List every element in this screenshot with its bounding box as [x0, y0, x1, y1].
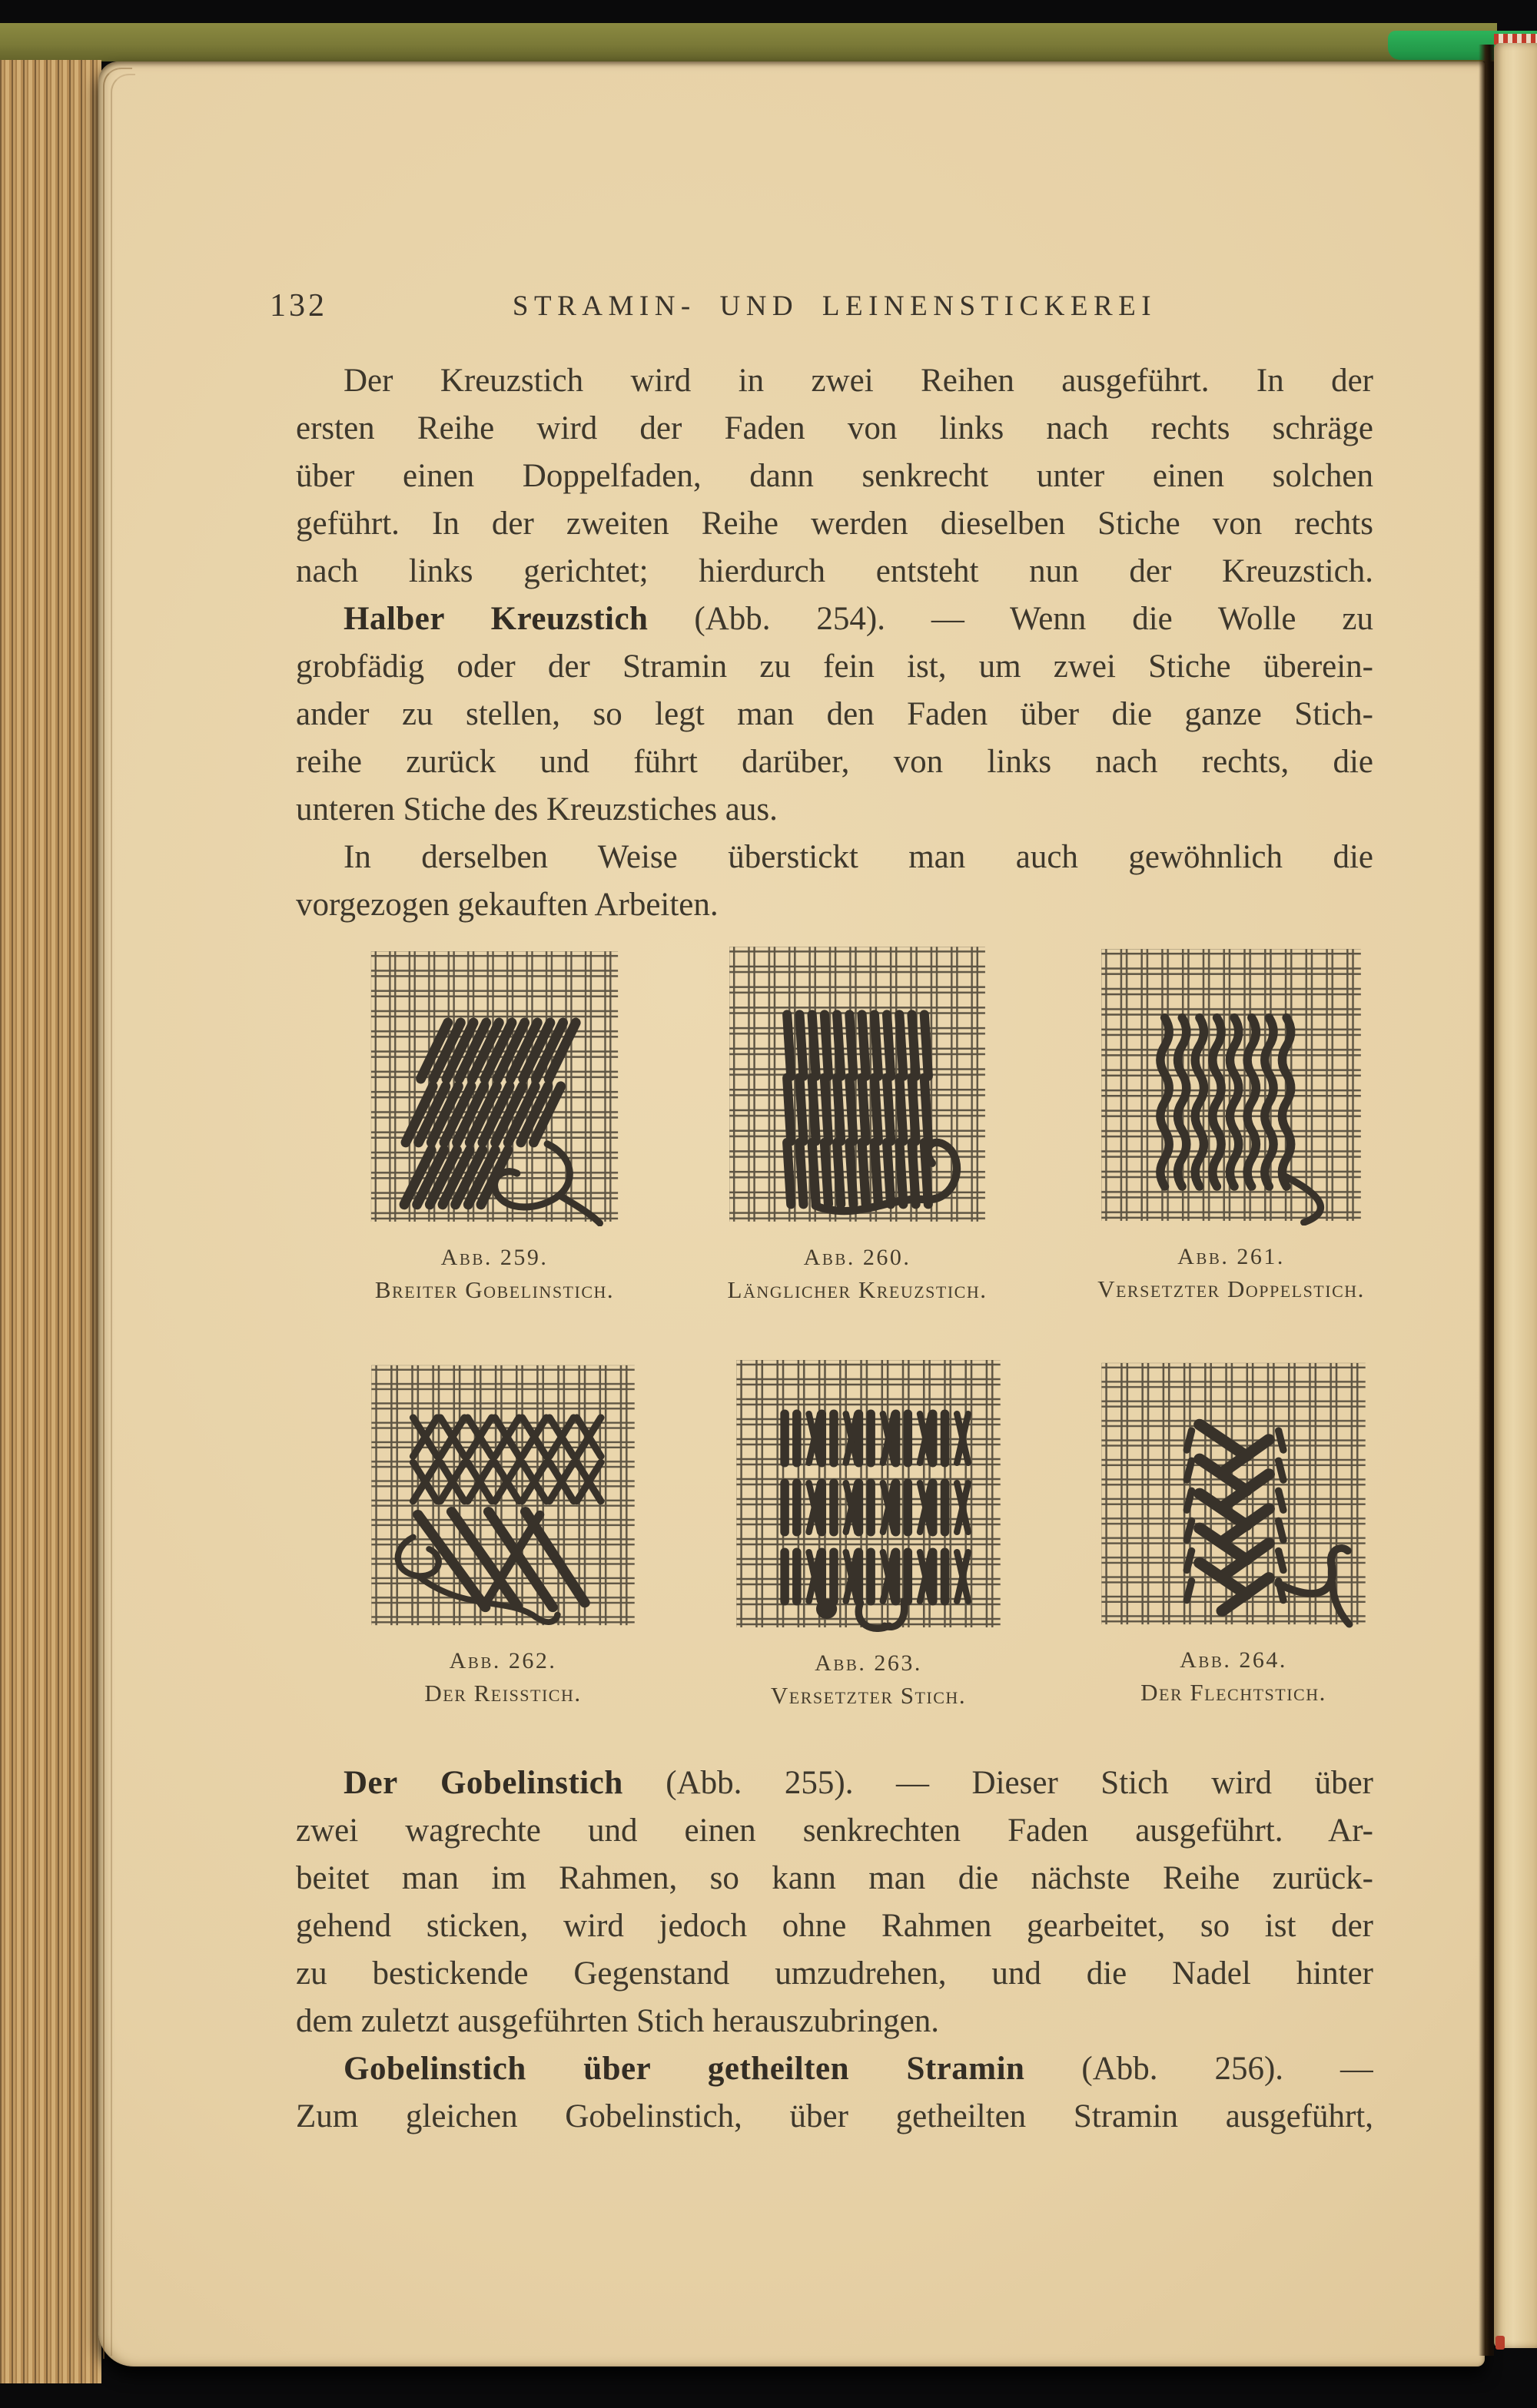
page-corner-line [111, 74, 135, 2356]
figure-caption-title: Länglicher Kreuzstich. [727, 1276, 988, 1303]
text-line: zwei wagrechte und einen senkrechten Faden ausgeführt. Ar- [296, 1813, 1373, 1849]
figure-caption-number: Abb. 260. [803, 1245, 911, 1270]
bold-lead: Gobelinstich über getheilten Stramin [344, 2051, 1025, 2087]
book-cover-top-band [0, 23, 1497, 61]
text-line: beitet man im Rahmen, so kann man die nächste Reihe zurück- [296, 1860, 1373, 1896]
stitch-illustration [725, 942, 990, 1226]
figure-caption-number: Abb. 263. [815, 1650, 922, 1676]
text-line: Gobelinstich über getheilten Stramin (Abb. 256). — [344, 2051, 1373, 2087]
figure-caption-title: Breiter Gobelinstich. [374, 1276, 615, 1303]
paragraph [296, 1760, 1373, 2045]
figure-abb-259 [367, 947, 622, 1303]
text-line: unteren Stiche des Kreuzstiches aus. [296, 791, 778, 828]
figure-caption-number: Abb. 261. [1177, 1244, 1285, 1269]
figure-abb-264 [1097, 1358, 1370, 1706]
text-line: ander zu stellen, so legt man den Faden über die ganze Stich- [296, 696, 1373, 732]
running-title: STRAMIN- UND LEINENSTICKEREI [512, 290, 1157, 322]
figure-abb-263 [732, 1355, 1005, 1709]
text-line: geführt. In der zweiten Reihe werden dieselben Stiche von rechts [296, 506, 1373, 542]
figure-caption-title: Versetzter Stich. [770, 1682, 967, 1709]
figure-caption-number: Abb. 264. [1180, 1647, 1287, 1673]
text-line: Der Gobelinstich (Abb. 255). — Dieser Stich wird über [344, 1765, 1373, 1801]
text-line: dem zuletzt ausgeführten Stich herauszubringen. [296, 2003, 940, 2039]
figure-caption-number: Abb. 259. [440, 1245, 549, 1270]
text-line: vorgezogen gekauften Arbeiten. [296, 887, 719, 923]
text-line: Halber Kreuzstich (Abb. 254). — Wenn die Wolle zu [344, 601, 1373, 637]
text-line: gehend sticken, wird jedoch ohne Rahmen gearbeitet, so ist der [296, 1908, 1373, 1944]
bold-lead: Der Gobelinstich [344, 1765, 623, 1801]
page-stack-edge [0, 60, 101, 2383]
figure-abb-262 [367, 1361, 639, 1706]
text-line: ersten Reihe wird der Faden von links nach rechts schräge [296, 410, 1373, 446]
paragraph [296, 2045, 1373, 2141]
figure-abb-260 [725, 942, 990, 1303]
text-line: In derselben Weise überstickt man auch gewöhnlich die [344, 839, 1373, 875]
text-line: nach links gerichtet; hierdurch entsteht nun der Kreuzstich. [296, 553, 1373, 589]
page-corner-line [103, 68, 132, 2359]
stitch-illustration [367, 947, 622, 1226]
figure-caption-number: Abb. 262. [449, 1648, 557, 1673]
paragraph [296, 595, 1373, 834]
figure-caption-title: Versetzter Doppelstich. [1097, 1275, 1365, 1302]
page-number: 132 [270, 288, 327, 323]
gutter-shadow [1479, 45, 1494, 2356]
stitch-illustration [1097, 1358, 1370, 1629]
page-header [270, 286, 1373, 327]
text-line: Zum gleichen Gobelinstich, über getheilten Stramin ausgeführt, [296, 2098, 1373, 2134]
endband-red-dot [1496, 2336, 1505, 2350]
adjacent-page-edge [1494, 43, 1537, 2348]
stitch-illustration [1097, 944, 1366, 1226]
text-line: über einen Doppelfaden, dann senkrecht unter einen solchen [296, 458, 1373, 494]
figure-caption-title: Der Flechtstich. [1140, 1679, 1326, 1706]
stitch-illustration [367, 1361, 639, 1630]
paragraph [296, 357, 1373, 595]
figure-caption-title: Der Reisstich. [424, 1680, 582, 1706]
text-line: zu bestickende Gegenstand umzudrehen, und die Nadel hinter [296, 1955, 1373, 1992]
text-line: Der Kreuzstich wird in zwei Reihen ausgeführt. In der [344, 363, 1373, 399]
text-line: reihe zurück und führt darüber, von links nach rechts, die [296, 744, 1373, 780]
text-line: grobfädig oder der Stramin zu fein ist, um zwei Stiche überein- [296, 648, 1373, 685]
stitch-illustration [732, 1355, 1005, 1632]
paragraph [296, 834, 1373, 929]
bold-lead: Halber Kreuzstich [344, 601, 649, 637]
figure-abb-261 [1097, 944, 1366, 1302]
